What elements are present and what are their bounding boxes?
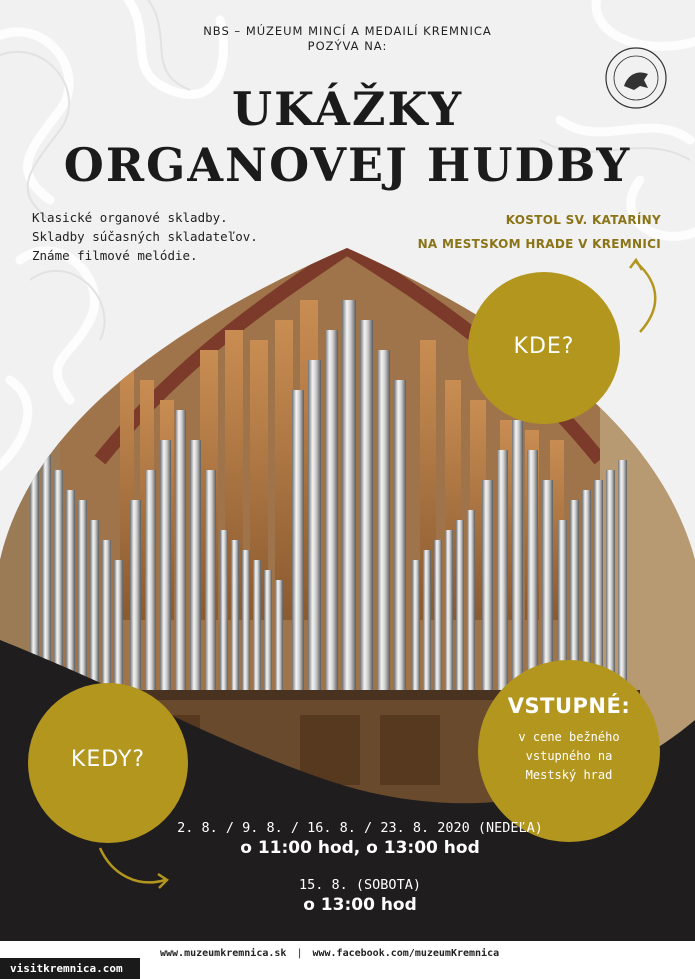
intro-line: Skladby súčasných skladateľov. [32,229,258,244]
when-badge [28,683,188,843]
title-line-2: ORGANOVEJ HUDBY [63,138,632,192]
invites-text: POZÝVA NA: [307,39,388,53]
admission-text [494,728,644,785]
saturday-date: 15. 8. (SOBOTA) [299,877,421,893]
where-label: KDE? [513,334,575,359]
where-badge [468,272,620,424]
admission-title: VSTUPNÉ: [507,694,631,718]
venue-line-2: NA MESTSKOM HRADE V KREMNICI [417,237,661,251]
website-link[interactable]: www.muzeumkremnica.sk [160,948,287,959]
facebook-link[interactable]: www.facebook.com/muzeumKremnica [312,948,500,959]
admission-line: v cene bežného [518,730,620,744]
admission-line: Mestský hrad [525,768,613,782]
footer-separator: | [296,948,303,959]
intro-line: Klasické organové skladby. [32,210,228,225]
when-label: KEDY? [70,747,146,772]
venue-line-1: KOSTOL SV. KATARÍNY [505,213,661,227]
sunday-dates: 2. 8. / 9. 8. / 16. 8. / 23. 8. 2020 (NEDEĽA) [177,820,543,836]
organizer-line [0,24,695,54]
intro-line: Známe filmové melódie. [32,248,198,263]
program-description [32,208,258,265]
venue-address [418,208,661,256]
admission-badge [478,660,660,842]
saturday-time: o 13:00 hod [303,895,417,915]
organizer-name: NBS – MÚZEUM MINCÍ A MEDAILÍ KREMNICA [203,24,492,38]
visit-kremnica-tag[interactable]: visitkremnica.com [0,958,140,979]
sunday-times: o 11:00 hod, o 13:00 hod [240,838,480,858]
footer-links [160,948,499,959]
admission-line: vstupného na [525,749,613,763]
title-line-1: UKÁŽKY [231,82,464,136]
